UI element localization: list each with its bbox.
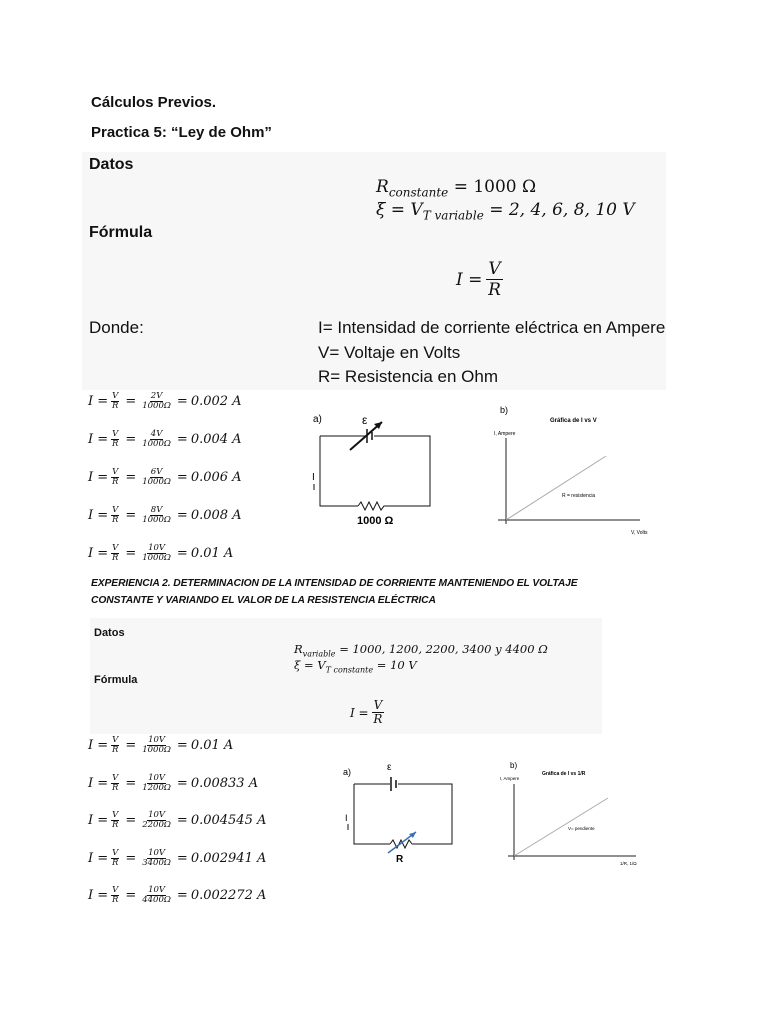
graph-label: b) [510, 761, 518, 770]
exp2-calc-row [88, 886, 266, 905]
exp1-circuit-diagram [310, 408, 440, 532]
calc-equals: = [125, 432, 137, 447]
calc-fraction-values [142, 886, 171, 905]
calc-result: 0.002 A [190, 394, 242, 409]
exp1-calc-row [88, 392, 242, 411]
xi-subscript: T constante [325, 665, 374, 675]
calc-equals: = [176, 546, 188, 561]
calc-r: R [112, 782, 119, 793]
calc-fraction-vr [111, 886, 119, 905]
exp1-r-constante [376, 177, 536, 199]
calc-r: R [112, 401, 119, 411]
r-subscript: variable [302, 649, 336, 659]
calc-equals: = [176, 738, 188, 753]
formula-num: V [373, 698, 383, 712]
calc-den: 4400Ω [142, 895, 171, 905]
calc-num: 10V [148, 772, 166, 783]
calc-lhs: I = [88, 508, 109, 523]
calc-fraction-vr [111, 849, 119, 868]
calc-r: R [112, 477, 119, 487]
calc-den: 1000Ω [142, 553, 171, 563]
calc-fraction-values [142, 849, 171, 868]
calc-num: 10V [148, 847, 166, 858]
r-subscript: constante [388, 185, 449, 200]
exp1-calc-row [88, 468, 242, 487]
calc-r: R [112, 820, 119, 830]
r-value: = 1000 Ω [453, 177, 537, 197]
calc-fraction-vr [111, 811, 119, 830]
exp2-circuit-diagram [340, 760, 465, 868]
exp1-calc-row [88, 430, 242, 449]
r-symbol: R [376, 177, 389, 197]
calc-fraction-vr [111, 544, 119, 563]
calc-den: 1000Ω [142, 401, 171, 411]
circuit-wire [320, 436, 430, 506]
calc-v: V [112, 735, 119, 745]
current-label: I [345, 813, 348, 823]
calc-fraction-vr [111, 506, 119, 525]
calc-equals: = [125, 470, 137, 485]
exp1-graph [488, 403, 653, 537]
exp2-title-line1: EXPERIENCIA 2. DETERMINACION DE LA INTENSIDAD DE CORRIENTE MANTENIENDO EL VOLTAJE [91, 578, 578, 589]
calc-result: 0.004545 A [190, 813, 267, 828]
resistor-label: R [396, 854, 404, 865]
graph-title: Gráfica de I vs V [550, 418, 597, 424]
graph-title: Gráfica de I vs 1/R [542, 771, 586, 777]
xi-symbol: ξ = V [376, 200, 423, 220]
exp2-title-line2: CONSTANTE Y VARIANDO EL VALOR DE LA RESISTENCIA ELÉCTRICA [91, 595, 436, 606]
xi-value: = 10 V [376, 658, 417, 672]
calc-lhs: I = [88, 850, 109, 866]
calc-num: 10V [148, 735, 166, 745]
exp2-r-variable [294, 642, 548, 658]
calc-den: 1200Ω [142, 782, 171, 793]
resistor-label: 1000 Ω [357, 515, 394, 527]
calc-result: 0.01 A [190, 546, 234, 561]
calc-result: 0.008 A [190, 508, 242, 523]
page-title: Cálculos Previos. [91, 94, 217, 111]
resistor-symbol [358, 502, 386, 510]
calc-den: 1000Ω [142, 439, 171, 449]
source-symbol: ε [362, 413, 368, 427]
exp2-datos-heading: Datos [94, 627, 125, 639]
calc-result: 0.002272 A [190, 888, 267, 903]
graph-xlabel: 1/R, 1/Ω [620, 861, 637, 866]
calc-v: V [112, 543, 119, 553]
definition-voltage: V= Voltaje en Volts [318, 343, 461, 362]
circuit-label: a) [313, 414, 322, 425]
r-symbol: R [294, 642, 303, 656]
calc-r: R [112, 515, 119, 525]
graph-line [506, 456, 606, 520]
exp2-graph [496, 758, 646, 870]
exp2-calc-row [88, 774, 258, 793]
calc-v: V [112, 847, 119, 858]
calc-fraction-values [142, 774, 171, 793]
calc-fraction-vr [111, 430, 119, 449]
circuit-wire [354, 784, 452, 844]
definition-current: I= Intensidad de corriente eléctrica en Ampere [318, 318, 666, 337]
graph-line-label: V= pendiente [568, 826, 595, 831]
calc-equals: = [125, 775, 137, 791]
calc-fraction-values [142, 506, 171, 525]
calc-r: R [112, 553, 119, 563]
xi-value: = 2, 4, 6, 8, 10 V [489, 200, 635, 220]
calc-den: 1000Ω [142, 477, 171, 487]
calc-den: 1000Ω [142, 745, 171, 755]
calc-num: 10V [148, 543, 166, 553]
calc-v: V [112, 505, 119, 515]
calc-v: V [112, 772, 119, 783]
calc-fraction-values [142, 544, 171, 563]
xi-symbol: ξ = V [294, 658, 326, 672]
calc-v: V [112, 391, 119, 401]
calc-fraction-vr [111, 736, 119, 755]
exp1-datos-heading: Datos [89, 156, 134, 173]
calc-num: 10V [148, 810, 166, 820]
calc-result: 0.01 A [190, 738, 234, 753]
calc-equals: = [176, 850, 188, 866]
formula-den: R [488, 280, 501, 300]
graph-label: b) [500, 405, 509, 415]
formula-left: I = [350, 705, 369, 720]
calc-v: V [112, 467, 119, 477]
graph-line-label: R = resistencia [562, 493, 596, 499]
exp1-formula-heading: Fórmula [89, 224, 153, 241]
calc-lhs: I = [88, 546, 109, 561]
calc-result: 0.002941 A [190, 850, 267, 866]
exp1-calc-row [88, 544, 233, 563]
graph-ylabel: I, Ampere [494, 431, 516, 437]
calc-equals: = [125, 508, 137, 523]
calc-lhs: I = [88, 394, 109, 409]
exp1-calc-row [88, 506, 242, 525]
calc-equals: = [176, 813, 188, 828]
calc-fraction-vr [111, 774, 119, 793]
calc-fraction-vr [111, 468, 119, 487]
r-value: = 1000, 1200, 2200, 3400 y 4400 Ω [339, 642, 548, 656]
calc-lhs: I = [88, 888, 109, 903]
formula-den: R [373, 712, 383, 726]
source-symbol: ε [387, 762, 392, 773]
practice-title: Practica 5: “Ley de Ohm” [91, 124, 272, 141]
calc-equals: = [176, 394, 188, 409]
calc-equals: = [125, 813, 137, 828]
calc-fraction-values [142, 392, 171, 411]
calc-equals: = [176, 470, 188, 485]
calc-v: V [112, 429, 119, 439]
calc-equals: = [125, 738, 137, 753]
exp2-formula [350, 699, 384, 726]
exp1-formula [456, 259, 503, 300]
calc-equals: = [125, 888, 137, 903]
current-label: I [312, 472, 315, 483]
calc-lhs: I = [88, 432, 109, 447]
circuit-label: a) [343, 767, 352, 777]
exp2-calc-row [88, 736, 233, 755]
calc-lhs: I = [88, 775, 109, 791]
calc-num: 4V [150, 429, 163, 439]
graph-xlabel: V, Volts [631, 530, 648, 536]
calc-lhs: I = [88, 470, 109, 485]
calc-num: 10V [148, 885, 166, 895]
donde-label: Donde: [89, 318, 144, 337]
exp2-formula-heading: Fórmula [94, 674, 138, 686]
calc-equals: = [176, 775, 188, 791]
calc-equals: = [176, 888, 188, 903]
graph-ylabel: I, Ampere [500, 776, 520, 781]
calc-equals: = [176, 432, 188, 447]
calc-den: 3400Ω [142, 857, 171, 868]
calc-num: 6V [150, 467, 163, 477]
xi-subscript: T variable [422, 208, 484, 223]
calc-fraction-values [142, 811, 171, 830]
calc-result: 0.00833 A [190, 775, 259, 791]
calc-r: R [112, 439, 119, 449]
calc-result: 0.004 A [190, 432, 242, 447]
exp2-xi-constant [294, 658, 417, 674]
calc-equals: = [176, 508, 188, 523]
calc-lhs: I = [88, 738, 109, 753]
calc-fraction-vr [111, 392, 119, 411]
calc-fraction-values [142, 736, 171, 755]
exp1-xi-variable [376, 200, 635, 222]
calc-num: 8V [150, 505, 163, 515]
calc-equals: = [125, 394, 137, 409]
calc-v: V [112, 810, 119, 820]
calc-den: 2200Ω [142, 820, 171, 830]
calc-fraction-values [142, 430, 171, 449]
exp2-calc-row [88, 811, 266, 830]
exp2-calc-row [88, 849, 266, 868]
calc-num: 2V [150, 391, 163, 401]
calc-equals: = [125, 546, 137, 561]
exp2-data-panel [90, 618, 602, 734]
calc-r: R [112, 895, 119, 905]
formula-num: V [488, 259, 501, 279]
calc-den: 1000Ω [142, 515, 171, 525]
calc-v: V [112, 885, 119, 895]
calc-r: R [112, 745, 119, 755]
definition-resistance: R= Resistencia en Ohm [318, 367, 498, 386]
formula-fraction [486, 259, 502, 300]
calc-result: 0.006 A [190, 470, 242, 485]
formula-left: I = [456, 269, 483, 290]
calc-r: R [112, 857, 119, 868]
formula-fraction [372, 699, 385, 726]
calc-lhs: I = [88, 813, 109, 828]
calc-fraction-values [142, 468, 171, 487]
calc-equals: = [125, 850, 137, 866]
